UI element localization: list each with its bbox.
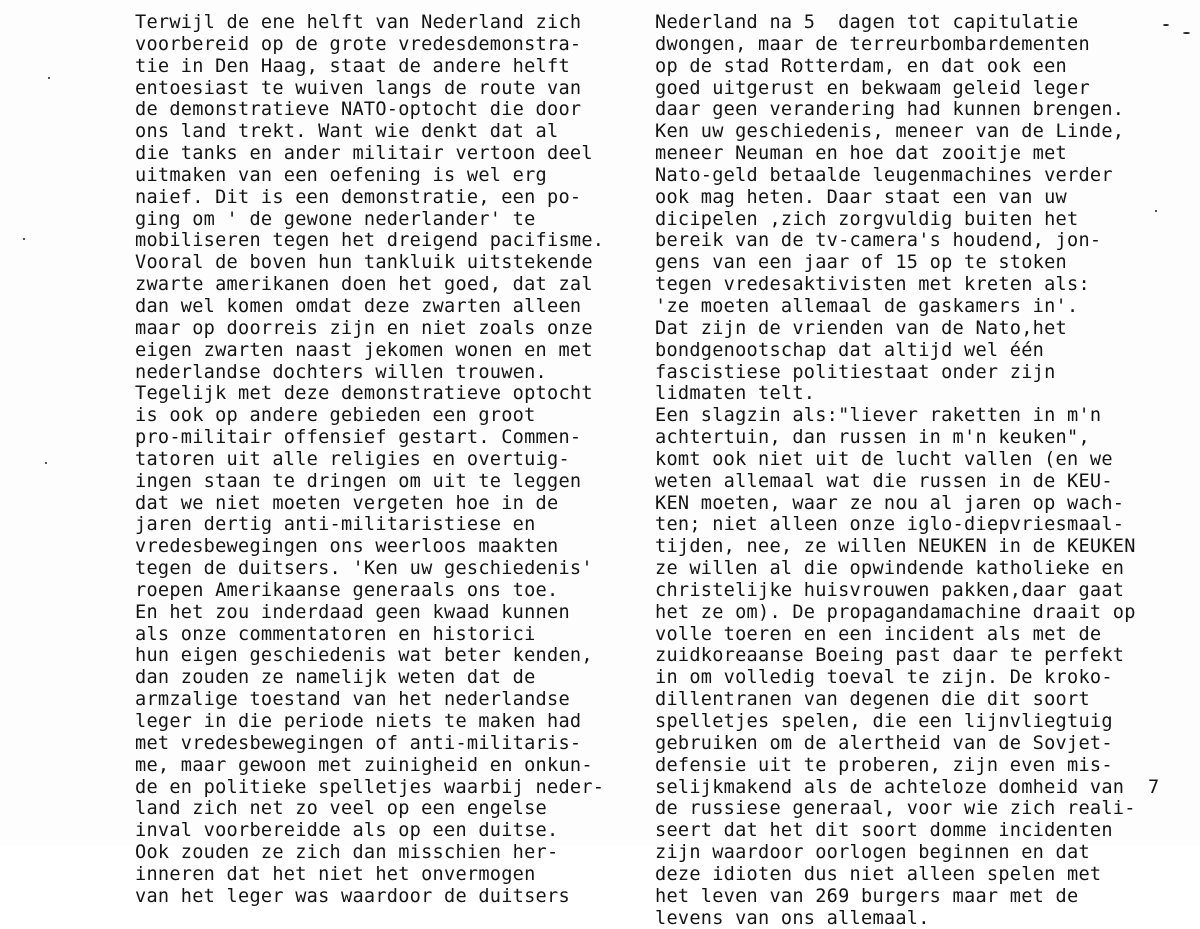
text-line: me, maar gewoon met zuinigheid en onkun- (135, 754, 593, 776)
text-line: zuidkoreaanse Boeing past daar te perfekt (655, 645, 1125, 667)
text-line: weten allemaal wat die russen in de KEU- (655, 470, 1113, 492)
text-line: goed uitgerust en bekwaam geleid leger (655, 77, 1090, 99)
text-line: dan zouden ze namelijk weten dat de (135, 667, 536, 689)
scan-speck (48, 77, 50, 79)
text-line: meneer Neuman en hoe dat zooitje met (655, 143, 1067, 165)
text-line: de demonstratieve NATO-optocht die door (135, 99, 582, 121)
text-line: mobiliseren tegen het dreigend pacifisme. (135, 230, 605, 252)
text-line: inneren dat het niet het onvermogen (135, 863, 536, 885)
text-line: tegen vredesaktivisten met kreten als: (655, 274, 1090, 296)
text-line: op de stad Rotterdam, en dat ook een (655, 55, 1067, 77)
scan-speck (1163, 24, 1169, 26)
text-line: ging om ' de gewone nederlander' te (135, 208, 536, 230)
text-line: daar geen verandering had kunnen brengen. (655, 99, 1125, 121)
text-line: Nato-geld betaalde leugenmachines verder (655, 164, 1113, 186)
text-line: bereik van de tv-camera's houdend, jon- (655, 230, 1102, 252)
text-line: ons land trekt. Want wie denkt dat al (135, 121, 559, 143)
text-line: in om volledig toeval te zijn. De kroko- (655, 667, 1113, 689)
text-line: ten; niet alleen onze iglo-diepvriesmaal- (655, 514, 1125, 536)
text-line: entoesiast te wuiven langs de route van (135, 77, 582, 99)
text-line: Vooral de boven hun tankluik uitstekende (135, 252, 593, 274)
text-line: voorbereid op de grote vredesdemonstra- (135, 33, 582, 55)
text-line: Ken uw geschiedenis, meneer van de Linde, (655, 121, 1125, 143)
left-text-column (135, 12, 635, 908)
text-line: uitmaken van een oefening is wel erg (135, 164, 547, 186)
text-line: de russiese generaal, voor wie zich reali- (655, 798, 1136, 820)
scan-speck (23, 238, 25, 240)
text-line: dicipelen ,zich zorgvuldig buiten het (655, 208, 1079, 230)
text-line: bondgenootschap dat altijd wel één (655, 339, 1045, 361)
text-line: leger in die periode niets te maken had (135, 711, 582, 732)
text-line: naief. Dit is een demonstratie, een po- (135, 186, 582, 208)
text-line: tegen de duitsers. 'Ken uw geschiedenis' (135, 558, 593, 580)
text-line: maar op doorreis zijn en niet zoals onze (135, 317, 593, 339)
text-line: defensie uit te proberen, zijn even mis- (655, 754, 1113, 776)
text-line: pro-militair offensief gestart. Commen- (135, 427, 582, 449)
text-line: achtertuin, dan russen in m'n keuken", (655, 427, 1090, 449)
scan-speck (45, 462, 47, 464)
text-line: als onze commentatoren en historici (135, 623, 536, 645)
text-line: de en politieke spelletjes waarbij neder- (135, 776, 605, 798)
text-line: gens van een jaar of 15 op te stoken (655, 252, 1067, 274)
text-line: roepen Amerikaanse generaals ons toe. (135, 579, 559, 601)
text-line: zijn waardoor oorlogen beginnen en dat (655, 842, 1090, 864)
text-line: ingen staan te dringen om uit te leggen (135, 470, 582, 492)
text-line: gebruiken om de alertheid van de Sovjet- (655, 732, 1113, 754)
text-line: volle toeren en een incident als met de (655, 623, 1102, 645)
text-line: dwongen, maar de terreurbombardementen (655, 33, 1090, 55)
right-text-column (655, 12, 1175, 929)
text-line: van het leger was waardoor de duitsers (135, 885, 570, 907)
text-line: levens van ons allemaal. (655, 907, 930, 929)
text-line: armzalige toestand van het nederlandse (135, 689, 570, 711)
text-line: inval voorbereidde als op een duitse. (135, 820, 559, 842)
text-line: ook mag heten. Daar staat een van uw (655, 186, 1067, 208)
text-line: vredesbewegingen ons weerloos maakten (135, 536, 559, 558)
text-line: Dat zijn de vrienden van de Nato,het (655, 317, 1067, 339)
text-line: eigen zwarten naast jekomen wonen en met (135, 339, 593, 361)
scan-speck (1183, 32, 1190, 34)
text-line: deze idioten dus niet alleen spelen met (655, 863, 1102, 885)
page-number: 7 (1148, 777, 1160, 798)
text-line: nederlandse dochters willen trouwen. (135, 361, 547, 383)
text-line: Een slagzin als:"liever raketten in m'n (655, 405, 1102, 427)
text-line: spelletjes spelen, die een lijnvliegtuig (655, 711, 1113, 732)
text-line: dan wel komen omdat deze zwarten alleen (135, 295, 582, 317)
text-line: komt ook niet uit de lucht vallen (en we (655, 448, 1113, 470)
text-line: seert dat het dit soort domme incidenten (655, 820, 1113, 842)
text-line: selijkmakend als de achteloze domheid van (655, 776, 1125, 798)
text-line: is ook op andere gebieden een groot (135, 405, 536, 427)
text-line: Tegelijk met deze demonstratieve optocht (135, 383, 593, 405)
text-line: het leven van 269 burgers maar met de (655, 885, 1079, 907)
scan-speck (1155, 210, 1157, 212)
text-line: zwarte amerikanen doen het goed, dat zal (135, 274, 593, 296)
text-line: dillentranen van degenen die dit soort (655, 689, 1090, 711)
text-line: Nederland na 5 dagen tot capitulatie (655, 12, 1079, 33)
text-line: land zich net zo veel op een engelse (135, 798, 547, 820)
text-line: lidmaten telt. (655, 383, 816, 405)
text-line: tijden, nee, ze willen NEUKEN in de KEUKEN (655, 536, 1136, 558)
text-line: hun eigen geschiedenis wat beter kenden, (135, 645, 593, 667)
text-line: tie in Den Haag, staat de andere helft (135, 55, 570, 77)
text-line: fascistiese politiestaat onder zijn (655, 361, 1056, 383)
text-line: KEN moeten, waar ze nou al jaren op wach- (655, 492, 1125, 514)
text-line: met vredesbewegingen of anti-militaris- (135, 732, 582, 754)
text-line: jaren dertig anti-militaristiese en (135, 514, 536, 536)
text-line: En het zou inderdaad geen kwaad kunnen (135, 601, 570, 623)
text-line: ze willen al die opwindende katholieke en (655, 558, 1125, 580)
text-line: dat we niet moeten vergeten hoe in de (135, 492, 559, 514)
text-line: Terwijl de ene helft van Nederland zich (135, 12, 582, 33)
text-line: Ook zouden ze zich dan misschien her- (135, 842, 559, 864)
text-line: die tanks en ander militair vertoon deel (135, 143, 593, 165)
text-line: christelijke huisvrouwen pakken,daar gaat (655, 579, 1125, 601)
text-line: het ze om). De propagandamachine draait op (655, 601, 1136, 623)
text-line: 'ze moeten allemaal de gaskamers in'. (655, 295, 1079, 317)
text-line: tatoren uit alle religies en overtuig- (135, 448, 570, 470)
